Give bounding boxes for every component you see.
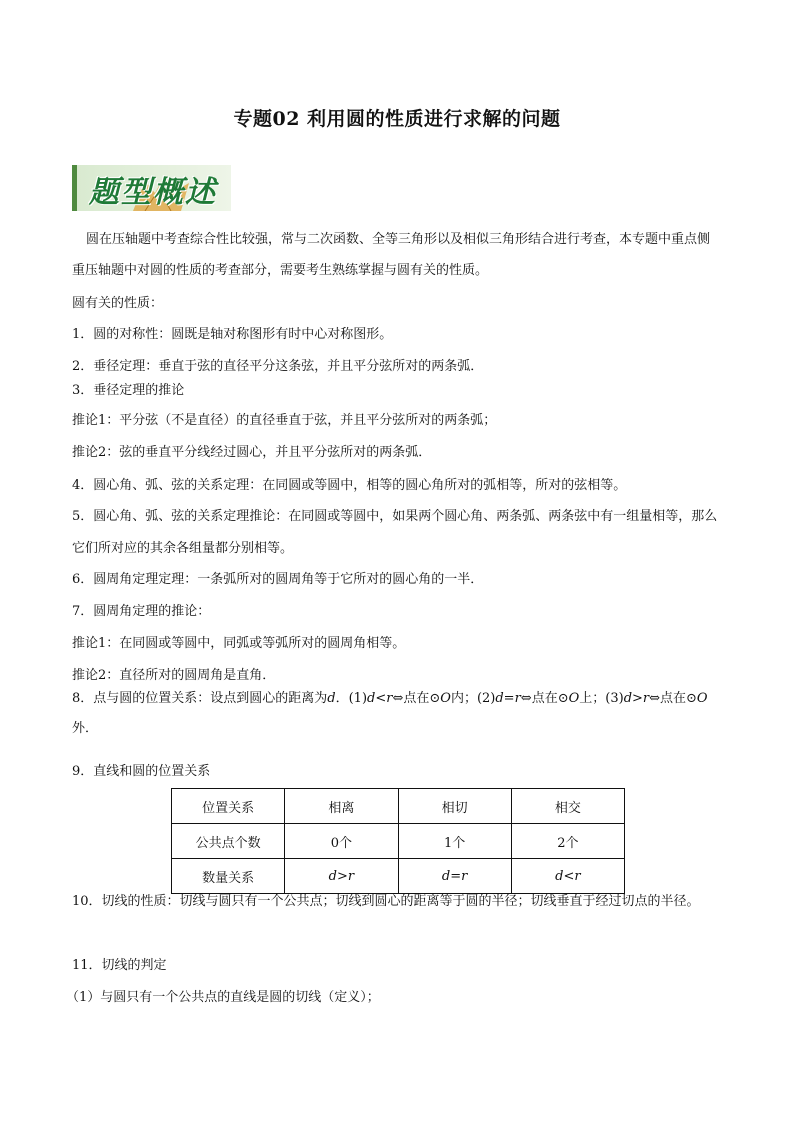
item-10: 10．切线的性质：切线与圆只有一个公共点；切线到圆心的距离等于圆的半径；切线垂直于经过切点的半径。 xyxy=(72,894,700,909)
intro-paragraph: 圆在压轴题中考查综合性比较强，常与二次函数、全等三角形以及相似三角形结合进行考查，本专题中重点侧重压轴题中对圆的性质的考查部分，需要考生熟练掌握与圆有关的性质。 xyxy=(72,232,711,278)
line-circle-relation-table xyxy=(171,788,625,894)
properties-heading: 圆有关的性质： xyxy=(72,296,164,311)
item-7: 7．圆周角定理的推论： xyxy=(72,604,211,619)
table-cell: d>r xyxy=(285,859,398,894)
table-cell: 相切 xyxy=(398,789,511,824)
item-2: 2．垂径定理：垂直于弦的直径平分这条弦，并且平分弦所对的两条弧． xyxy=(72,359,484,374)
table-cell: 位置关系 xyxy=(172,789,285,824)
table-cell: d=r xyxy=(398,859,511,894)
table-row xyxy=(172,824,625,859)
item-3-corollary-2: 推论2：弦的垂直平分线经过圆心，并且平分弦所对的两条弧． xyxy=(72,445,432,460)
item-7-corollary-2: 推论2：直径所对的圆周角是直角． xyxy=(72,668,276,683)
item-1: 1．圆的对称性：圆既是轴对称图形有时中心对称图形。 xyxy=(72,327,393,342)
item-8: 8．点与圆的位置关系：设点到圆心的距离为d．(1)d<r⇔点在⊙O内；(2)d=r⇔点在⊙O上；(3)d>r⇔点在⊙O外． xyxy=(72,691,708,736)
page-title: 专题02 利用圆的性质进行求解的问题 xyxy=(233,108,561,130)
item-3: 3．垂径定理的推论 xyxy=(72,383,185,398)
item-3-corollary-1: 推论1：平分弦（不是直径）的直径垂直于弦，并且平分弦所对的两条弧； xyxy=(72,413,497,428)
section-banner xyxy=(72,165,231,211)
item-5: 5．圆心角、弧、弦的关系定理推论：在同圆或等圆中，如果两个圆心角、两条弧、两条弦中有一组量相等，那么它们所对应的其余各组量都分别相等。 xyxy=(72,509,718,556)
table-cell: 2个 xyxy=(511,824,624,859)
table-cell: 公共点个数 xyxy=(172,824,285,859)
table-row xyxy=(172,789,625,824)
item-11-1: （1）与圆只有一个公共点的直线是圆的切线（定义）； xyxy=(66,990,380,1005)
table-cell: d<r xyxy=(511,859,624,894)
table-cell: 1个 xyxy=(398,824,511,859)
table-cell: 0个 xyxy=(285,824,398,859)
item-9: 9．直线和圆的位置关系 xyxy=(72,764,211,779)
banner-label: 题型概述 xyxy=(89,175,217,210)
item-6: 6．圆周角定理定理：一条弧所对的圆周角等于它所对的圆心角的一半． xyxy=(72,572,484,587)
item-7-corollary-1: 推论1：在同圆或等圆中，同弧或等弧所对的圆周角相等。 xyxy=(72,636,406,651)
table-cell: 相交 xyxy=(511,789,624,824)
table-cell: 相离 xyxy=(285,789,398,824)
table-cell: 数量关系 xyxy=(172,859,285,894)
item-4: 4．圆心角、弧、弦的关系定理：在同圆或等圆中，相等的圆心角所对的弧相等，所对的弦相等。 xyxy=(72,478,627,493)
item-11: 11．切线的判定 xyxy=(72,958,167,973)
